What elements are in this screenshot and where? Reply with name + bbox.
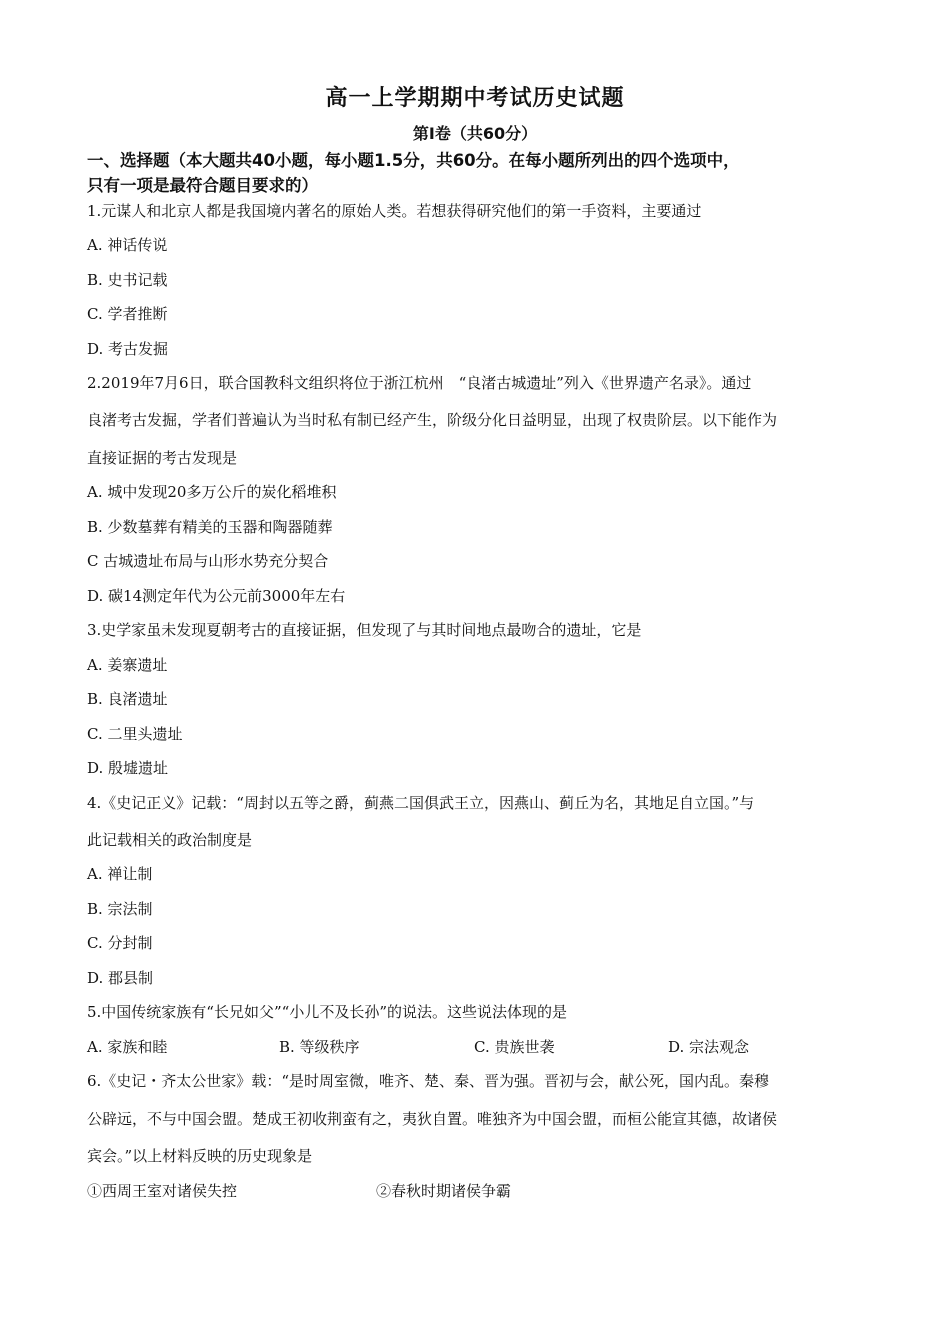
question-1-option-b: B. 史书记载 (87, 271, 168, 289)
question-3-option-a: A. 姜寨遗址 (87, 656, 168, 674)
question-3-option-d: D. 殷墟遗址 (87, 759, 169, 777)
question-2-stem-line-1: 2.2019年7月6日，联合国教科文组织将位于浙江杭州 “良渚古城遗址”列入《世界遗产名录》。通过 (87, 374, 752, 392)
question-5-option-a: A. 家族和睦 (87, 1038, 168, 1056)
question-3-stem: 3.史学家虽未发现夏朝考古的直接证据，但发现了与其时间地点最吻合的遗址，它是 (87, 621, 642, 639)
question-5-option-b: B. 等级秩序 (279, 1038, 360, 1056)
volume-heading: 第Ⅰ卷（共60分） (412, 124, 538, 143)
exam-title: 高一上学期期中考试历史试题 (325, 86, 625, 111)
question-4-option-d: D. 郡县制 (87, 969, 154, 987)
question-6-stem-line-3: 宾会。”以上材料反映的历史现象是 (87, 1147, 313, 1165)
section-heading-line-1: 一、选择题（本大题共40小题，每小题1.5分，共60分。在每小题所列出的四个选项中， (87, 151, 740, 170)
section-heading-line-2: 只有一项是最符合题目要求的） (87, 176, 318, 195)
question-4-option-c: C. 分封制 (87, 934, 153, 952)
question-5-stem: 5.中国传统家族有“长兄如父”“小儿不及长孙”的说法。这些说法体现的是 (87, 1003, 567, 1021)
question-1-option-c: C. 学者推断 (87, 305, 168, 323)
question-1-stem: 1.元谋人和北京人都是我国境内著名的原始人类。若想获得研究他们的第一手资料，主要通过 (87, 202, 702, 220)
question-2-stem-line-2: 良渚考古发掘，学者们普遍认为当时私有制已经产生，阶级分化日益明显，出现了权贵阶层。以下能作为 (87, 411, 778, 429)
question-6-stem-line-2: 公辟远，不与中国会盟。楚成王初收荆蛮有之，夷狄自置。唯独齐为中国会盟，而桓公能宣其德，故诸侯 (87, 1110, 778, 1128)
section-heading (87, 148, 877, 198)
question-3-option-c: C. 二里头遗址 (87, 725, 183, 743)
question-2-stem-line-3: 直接证据的考古发现是 (87, 449, 238, 467)
question-2-option-a: A. 城中发现20多万公斤的炭化稻堆积 (87, 483, 337, 501)
question-5-option-d: D. 宗法观念 (668, 1038, 750, 1056)
question-6-option-2: ②春秋时期诸侯争霸 (376, 1182, 512, 1200)
question-4-option-a: A. 禅让制 (87, 865, 153, 883)
question-2-option-b: B. 少数墓葬有精美的玉器和陶器随葬 (87, 518, 333, 536)
question-2-option-c: C 古城遗址布局与山形水势充分契合 (87, 552, 329, 570)
question-1-option-d: D. 考古发掘 (87, 340, 169, 358)
question-1-option-a: A. 神话传说 (87, 236, 168, 254)
question-6-stem-line-1: 6.《史记・齐太公世家》载：“是时周室微，唯齐、楚、秦、晋为强。晋初与会，献公死，国内乱。秦穆 (87, 1072, 769, 1090)
question-5-option-c: C. 贵族世袭 (474, 1038, 555, 1056)
question-4-option-b: B. 宗法制 (87, 900, 153, 918)
question-6-option-1: ①西周王室对诸侯失控 (87, 1182, 238, 1200)
question-2-option-d: D. 碳14测定年代为公元前3000年左右 (87, 587, 346, 605)
question-4-stem-line-1: 4.《史记正义》记载：“周封以五等之爵，蓟燕二国俱武王立，因燕山、蓟丘为名，其地足自立国。”与 (87, 794, 755, 812)
question-4-stem-line-2: 此记载相关的政治制度是 (87, 831, 253, 849)
question-3-option-b: B. 良渚遗址 (87, 690, 168, 708)
